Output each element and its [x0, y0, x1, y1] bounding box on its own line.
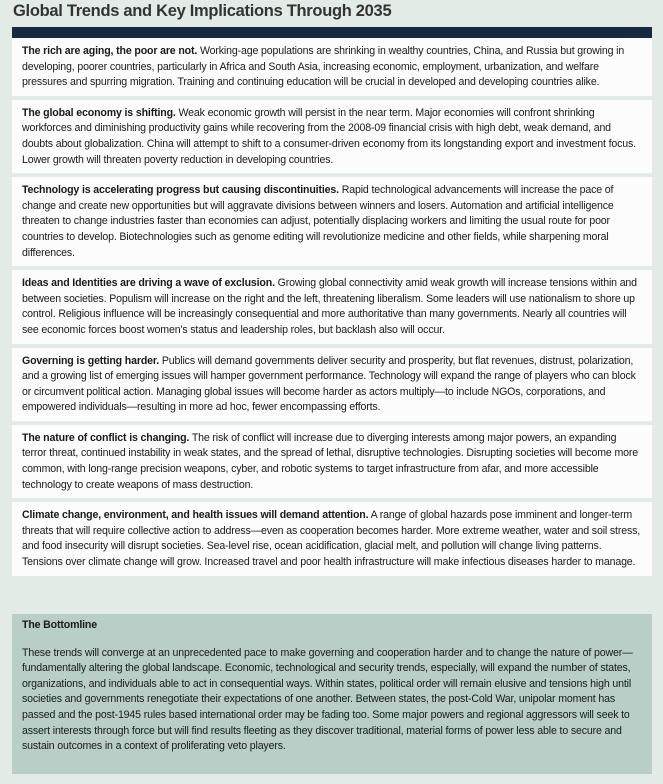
- trend-body: Rapid technological advancements will increase the pace of change and create new opportunities but will aggravate divisions between winners and losers. Automation and artificial intelligence threaten to change industries faster than economies can adjust, potentially displacing workers and limiting the usual route for poor countries to develop. Biotechnologies such as genome editing will revolutionize medicine and other fields, while sharpening moral differences.: [22, 184, 614, 259]
- trend-item: [12, 100, 652, 173]
- bottomline-body: These trends will converge at an unprecedented pace to make governing and cooperation harder and to change the nature of power—fundamentally altering the global landscape. Economic, technological and security trends, especially, will expand the number of states, organizations, and individuals able to act in consequential ways. Within states, political order will remain elusive and tensions high until societies and governments renegotiate their expectations of one another. Between states, the post-Cold War, unipolar moment has passed and the post-1945 rules based international order may be fading too. Some major powers and regional aggressors will seek to assert interests through force but will find results fleeting as they discover traditional, material forms of power less able to secure and sustain outcomes in a context of proliferating veto players.: [22, 646, 633, 753]
- trend-heading: The global economy is shifting.: [22, 106, 176, 119]
- trend-item: [12, 425, 652, 498]
- trend-body: Growing global connectivity amid weak growth will increase tensions within and between societies. Populism will increase on the right and the left, threatening liberalism. Some leaders will use nationalism to shore up control. Religious influence will be increasingly consequential and more authoritative than many governments. Nearly all countries will see economic forces boost women's status and leadership roles, but backlash also will occur.: [22, 277, 637, 336]
- trend-heading: Governing is getting harder.: [22, 354, 160, 367]
- header-bar: [12, 27, 652, 38]
- trend-heading: Ideas and Identities are driving a wave of exclusion.: [22, 277, 275, 290]
- trend-body: The risk of conflict will increase due to diverging interests among major powers, an expanding terror threat, continued instability in weak states, and the spread of lethal, disruptive technologies. Disrupting societies will become more common, with long-range precision weapons, cyber, and robotic systems to target infrastructure from afar, and more accessible technology to create weapons of mass destruction.: [22, 431, 638, 491]
- trend-item: [12, 348, 652, 421]
- trend-heading: Climate change, environment, and health issues will demand attention.: [22, 509, 369, 522]
- trend-heading: Technology is accelerating progress but causing discontinuities.: [22, 184, 339, 197]
- trend-item: [12, 270, 652, 343]
- page-title: Global Trends and Key Implications Through 2035: [13, 2, 392, 20]
- trend-item: [12, 38, 652, 96]
- trend-body: A range of global hazards pose imminent and longer-term threats that will require collective action to address—even as cooperation becomes harder. More extreme weather, water and soil stress, and food insecurity will disrupt societies. Sea-level rise, ocean acidification, glacial melt, and pollution will change living patterns. Tensions over climate change will grow. Increased travel and poor health infrastructure will make infectious diseases harder to manage.: [22, 509, 641, 569]
- trend-body: Publics will demand governments deliver security and prosperity, but flat revenues, distrust, polarization, and a growing list of emerging issues will hamper government performance. Technology will expand the range of players who can block or circumvent political action. Managing global issues will become harder as actors multiply—to include NGOs, corporations, and empowered individuals—resulting in more ad hoc, fewer encompassing efforts.: [22, 354, 636, 414]
- bottomline-box: [12, 614, 652, 774]
- trend-heading: The nature of conflict is changing.: [22, 431, 190, 444]
- trend-body: Working-age populations are shrinking in wealthy countries, China, and Russia but growing in developing, poorer countries, particularly in Africa and South Asia, increasing economic, employment, urbanization, and welfare pressures and spurring migration. Training and continuing education will be crucial in developed and developing countries alike.: [22, 45, 625, 89]
- trend-item: [12, 177, 652, 266]
- trend-item: [12, 502, 652, 575]
- trends-list: [12, 38, 652, 580]
- bottomline-heading: The Bottomline: [22, 619, 97, 631]
- trend-heading: The rich are aging, the poor are not.: [22, 45, 198, 57]
- trend-body: Weak economic growth will persist in the near term. Major economies will confront shrinking workforces and diminishing productivity gains while recovering from the 2008-09 financial crisis with high debt, weak demand, and doubts about globalization. China will attempt to shift to a consumer-driven economy from its longstanding export and investment focus. Lower growth will threaten poverty reduction in developing countries.: [22, 106, 636, 166]
